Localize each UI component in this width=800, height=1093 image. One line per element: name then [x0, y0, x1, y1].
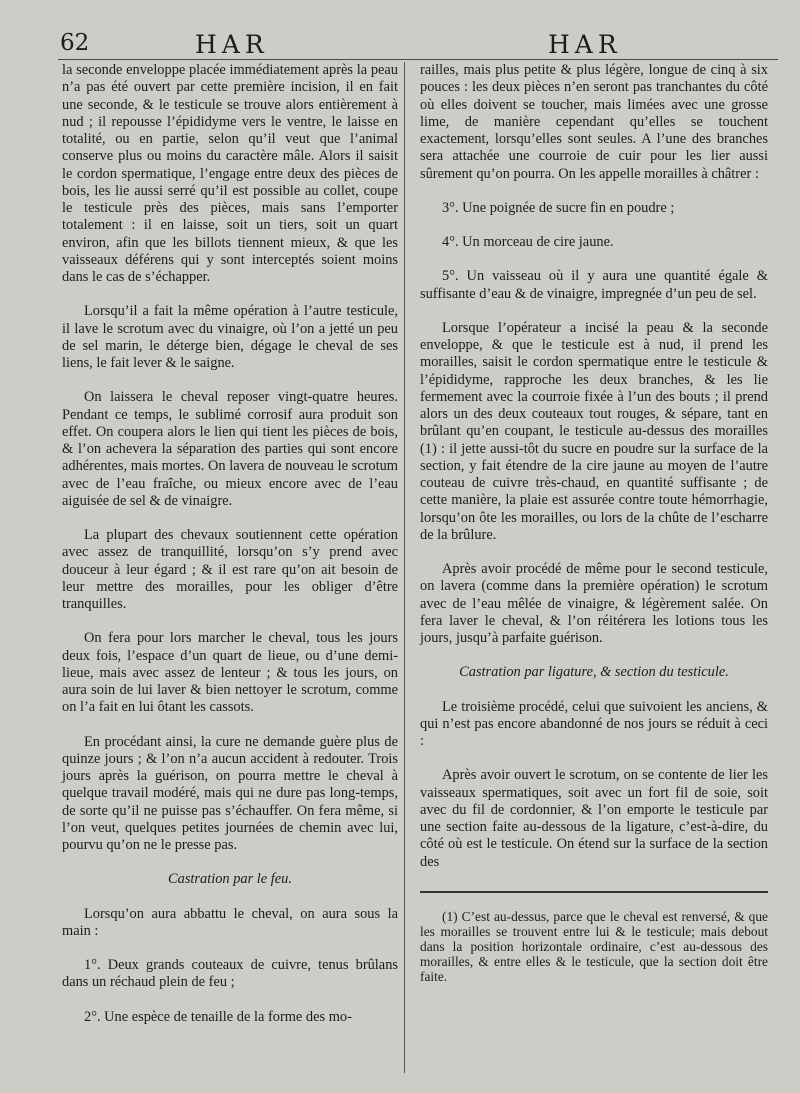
column-divider — [404, 62, 405, 1073]
footnote-rule — [420, 891, 768, 893]
list-item: 1°. Deux grands couteaux de cuivre, tenus brûlans dans un réchaud plein de feu ; — [62, 957, 398, 991]
paragraph: Lorsque l’opérateur a incisé la peau & la seconde enveloppe, & que le testicule est à nud, il prend les morailles, saisit le cordon spermatique entre le testicule & l’épididyme, rapproche les deux branches, & les lie fermement avec la courroie fixée à l’un des bouts ; il prend alors un des deux couteaux tout rouges, & sépare, tant en brûlant qu’en coupant, le testicule au-dessus des morailles (1) : il jette aussi-tôt du sucre en poudre sur la surface de la section, y fait étendre de la cire jaune au moyen de l’autre couteau de cuivre très-chaud, en quantité suffisante ; de cette manière, la plaie est assurée contre toute hémorrhagie, lorsqu’on ôte les morailles, ou lors de la chûte de l’escharre de la brûlure. — [420, 319, 768, 543]
list-item: 3°. Une poignée de sucre fin en poudre ; — [442, 199, 675, 216]
list-item: 4°. Un morceau de cire jaune. — [442, 234, 614, 250]
section-heading: Castration par le feu. — [168, 871, 292, 888]
page-number: 62 — [60, 30, 90, 56]
paragraph: On laissera le cheval reposer vingt-quatre heures. Pendant ce temps, le sublimé corrosif aura produit son effet. On coupera alors le lien qui tient les pièces de bois, & l’on achevera la séparation des parties qui sont encore adhérentes, mais mortes. On lavera de nouveau le scrotum avec de l’eau fraîche, ou mieux encore avec de l’eau aiguisée de sel & de vinaigre. — [62, 389, 398, 509]
paragraph: On fera pour lors marcher le cheval, tous les jours deux fois, l’espace d’un quart de lieue, ou d’une demi-lieue, mais avec assez de lenteur ; & tous les jours, on aura soin de lui laver & bien nettoyer le scrotum, comme on l’a fait en lui ôtant les cassots. — [62, 630, 398, 716]
paragraph: Lorsqu’il a fait la même opération à l’autre testicule, il lave le scrotum avec du vinaigre, où l’on a jetté un peu de sel marin, le déterge bien, dégage le cheval de ses liens, le fait lever & le saigne. — [62, 303, 398, 371]
section-heading: Castration par ligature, & section du testicule. — [459, 664, 729, 681]
paragraph: la seconde enveloppe placée immédiatement après la peau n’a pas été ouvert par cette première incision, il en fait une seconde, & le testicule se trouve alors entièrement à nud ; il repousse l’épididyme vers le ventre, le laisse en totalité, ou en partie, selon qu’il veut que l’animal conserve plus ou moins du caractère mâle. Alors il saisit le cordon spermatique, l’engage entre deux des pièces de bois, les lie aussi serré qu’il est possible au collet, coupe le testicule près des pièces, mais sans l’emporter totalement : il en laisse, soit un tiers, soit un quart environ, afin que les billots tiennent mieux, & que les vaisseaux déférens qui y sont interceptés soient moins dans le cas de s’échapper. — [62, 62, 398, 285]
list-item: 2°. Une espèce de tenaille de la forme des mo- — [84, 1008, 352, 1025]
header-rule — [58, 59, 778, 60]
left-column — [62, 62, 398, 1026]
paragraph: Le troisième procédé, celui que suivoient les anciens, & qui n’est pas encore abandonné de nos jours se réduit à ceci : — [420, 698, 768, 749]
paragraph: La plupart des chevaux soutiennent cette opération avec assez de tranquillité, lorsqu’on s’y prend avec douceur à leur égard ; & il est rare qu’on ait besoin de leur mettre des morailles, pour les obliger d’être tranquilles. — [62, 527, 398, 612]
paragraph: En procédant ainsi, la cure ne demande guère plus de quinze jours ; & l’on n’a aucun accident à redouter. Trois jours après la guérison, on pourra mettre le cheval à quelque travail modéré, mais qui ne dure pas long-temps, de sorte qu’il ne puisse pas s’échauffer. On fera même, si l’on veut, quelques petites journées de chemin avec lui, pourvu qu’on ne le presse pas. — [62, 733, 398, 853]
paragraph: Après avoir ouvert le scrotum, on se contente de lier les vaisseaux spermatiques, soit avec un fort fil de soie, soit avec du fil de cordonnier, & l’on emporte le testicule par une section faite au-dessous de la ligature, c’est-à-dire, du côté où est le testicule. On étend sur la surface de la section des — [420, 767, 768, 870]
running-head-left: HAR — [195, 30, 269, 59]
list-item: 5°. Un vaisseau où il y aura une quantité égale & suffisante d’eau & de vinaigre, impregnée d’un peu de sel. — [420, 268, 768, 302]
paragraph: Après avoir procédé de même pour le second testicule, on lavera (comme dans la première opération) le scrotum avec de l’eau mêlée de vinaigre, & légèrement salée. On fera laver le cheval, & l’on réitérera les lotions tous les jours, jusqu’à parfaite guérison. — [420, 561, 768, 646]
running-head-right: HAR — [548, 30, 622, 59]
footnote: (1) C’est au-dessus, parce que le cheval est renversé, & que les morailles se trouvent entre lui & le testicule; mais debout dans la position horizontale ordinaire, c’est au-dessous des morailles, & entre elles & le testicule, que la section doit être faite. — [420, 908, 768, 984]
right-column — [420, 62, 768, 984]
paragraph: railles, mais plus petite & plus légère, longue de cinq à six pouces : les deux pièces n’en seront pas tranchantes du côté où elles doivent se toucher, mais limées avec une grosse lime, de manière cependant qu’elles se touchent exactement, lorsqu’elles sont seules. A l’une des branches sera attachée une courroie de cuir pour les lier aussi sûrement qu’on pourra. On les appelle morailles à châtrer : — [420, 62, 768, 182]
paragraph: Lorsqu’on aura abbattu le cheval, on aura sous la main : — [62, 905, 398, 939]
